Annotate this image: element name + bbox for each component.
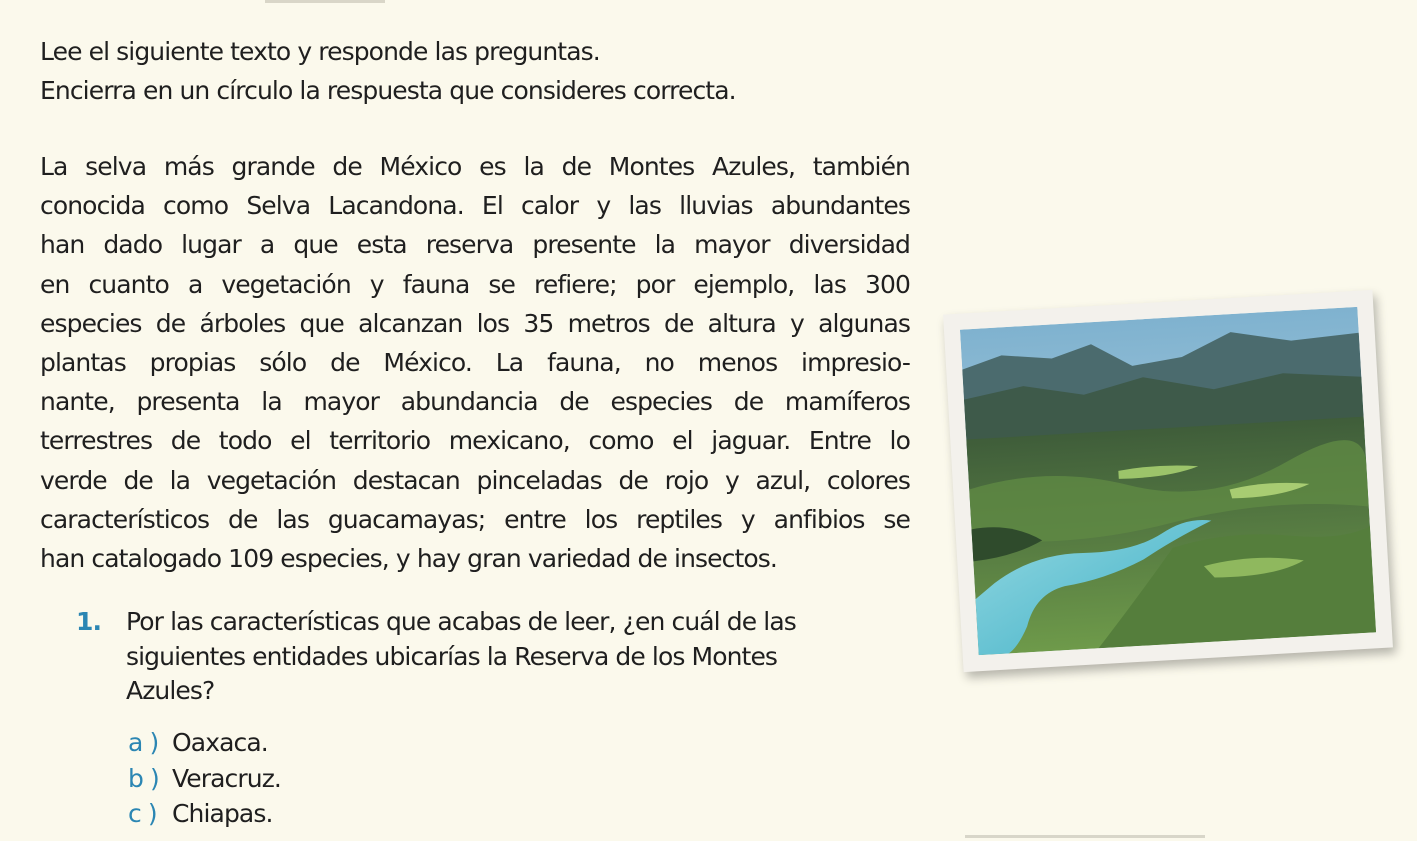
option-c[interactable]	[128, 796, 281, 832]
question-text	[126, 605, 906, 709]
question-number: 1.	[76, 607, 102, 636]
reading-line: han dado lugar a que esta reserva presente la mayor diversidad	[40, 230, 910, 260]
reading-line: plantas propias sólo de México. La fauna, no menos impresio-	[40, 348, 910, 378]
option-text: Oaxaca.	[172, 728, 268, 757]
instructions	[40, 32, 940, 110]
reading-line: nante, presenta la mayor abundancia de especies de mamíferos	[40, 387, 910, 417]
reading-line: verde de la vegetación destacan pinceladas de rojo y azul, colores	[40, 465, 910, 495]
question-line: siguientes entidades ubicarías la Reserva de los Montes	[126, 641, 778, 671]
option-b[interactable]	[128, 761, 281, 797]
reading-line: terrestres de todo el territorio mexicano, como el jaguar. Entre lo	[40, 426, 910, 456]
instruction-line-1: Lee el siguiente texto y responde las preguntas.	[40, 37, 600, 66]
reading-passage	[40, 147, 910, 578]
instruction-line-2: Encierra en un círculo la respuesta que consideres correcta.	[40, 76, 736, 105]
top-divider	[265, 0, 385, 3]
jungle-river-photo	[943, 290, 1393, 672]
reading-line: especies de árboles que alcanzan los 35 metros de altura y algunas	[40, 308, 910, 338]
reading-line: han catalogado 109 especies, y hay gran variedad de insectos.	[40, 544, 777, 574]
reading-line: característicos de las guacamayas; entre los reptiles y anfibios se	[40, 504, 910, 534]
option-letter: a )	[128, 728, 159, 757]
option-text: Veracruz.	[172, 763, 281, 793]
bottom-divider	[965, 835, 1205, 838]
answer-options	[128, 725, 281, 832]
reading-line: en cuanto a vegetación y fauna se refiere; por ejemplo, las 300	[40, 269, 910, 299]
option-text: Chiapas.	[172, 799, 273, 828]
question-line: Azules?	[126, 676, 215, 705]
reading-line: conocida como Selva Lacandona. El calor y las lluvias abundantes	[40, 191, 910, 221]
option-letter: c )	[128, 799, 157, 828]
question-line: Por las características que acabas de leer, ¿en cuál de las	[126, 607, 796, 636]
option-a[interactable]	[128, 725, 281, 761]
reading-line: La selva más grande de México es la de Montes Azules, también	[40, 152, 910, 181]
landscape-photo-icon	[960, 307, 1376, 655]
option-letter: b )	[128, 763, 159, 793]
